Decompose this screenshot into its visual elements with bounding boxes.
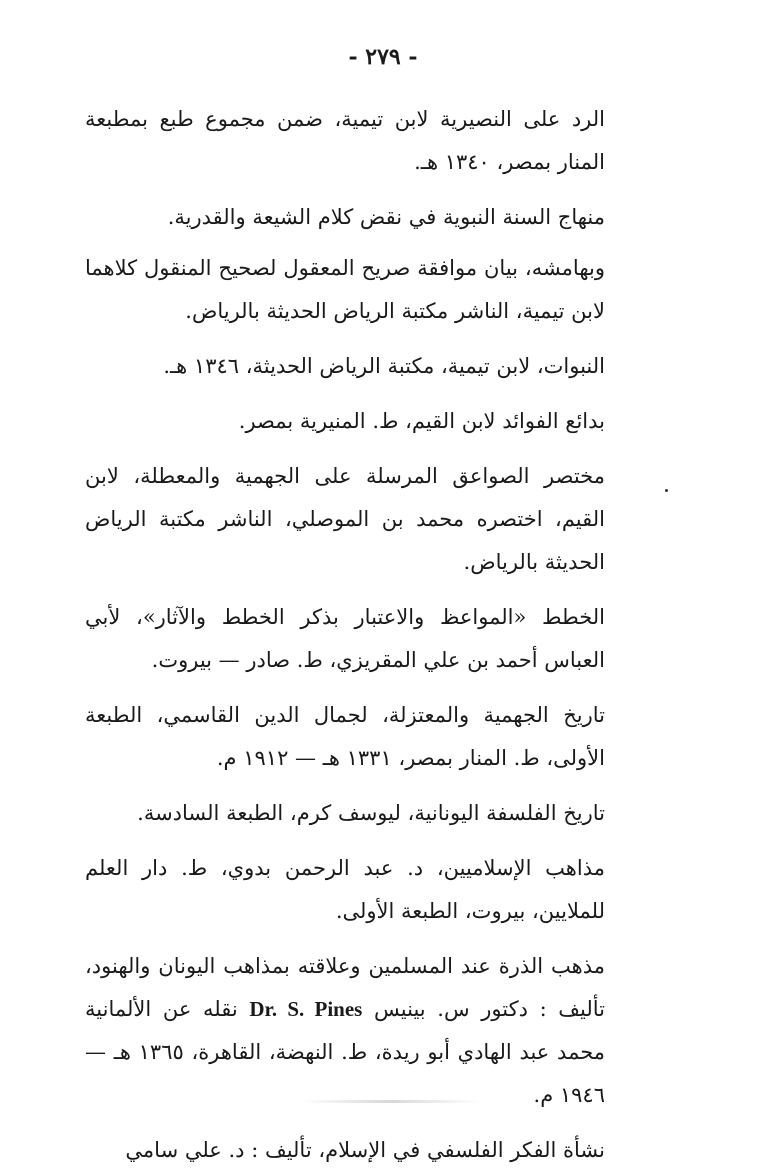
- bibliography-entry: نشأة الفكر الفلسفي في الإسلام، تأليف : د. علي سامي: [125, 1138, 605, 1162]
- bibliography-entry-pines: [85, 945, 605, 1117]
- page-number: - ٢٧٩ -: [348, 44, 418, 70]
- bibliography-list: [85, 98, 605, 1172]
- bibliography-entry: بدائع الفوائد لابن القيم، ط. المنيرية بمصر.: [238, 409, 605, 433]
- bibliography-entry: وبهامشه، بيان موافقة صريح المعقول لصحيح المنقول كلاهما لابن تيمية، الناشر مكتبة الرياض الحديثة بالرياض.: [85, 256, 605, 323]
- bibliography-entry: النبوات، لابن تيمية، مكتبة الرياض الحديثة، ١٣٤٦ هـ.: [163, 354, 605, 378]
- bibliography-entry: تاريخ الجهمية والمعتزلة، لجمال الدين القاسمي، الطبعة الأولى، ط. المنار بمصر، ١٣٣١ هـ — ١٩١٢ م.: [85, 703, 605, 770]
- entry-text-before: مذهب الذرة عند المسلمين وعلاقته بمذاهب اليونان والهنود، تأليف : دكتور س. بينيس: [85, 954, 606, 1021]
- latin-author-name: Dr. S. Pines: [249, 997, 363, 1021]
- bibliography-entry: تاريخ الفلسفة اليونانية، ليوسف كرم، الطبعة السادسة.: [137, 801, 605, 825]
- entry-text-after: نقله عن الألمانية محمد عبد الهادي أبو ريدة، ط. النهضة، القاهرة، ١٣٦٥ هـ — ١٩٤٦ م.: [85, 997, 606, 1107]
- bibliography-entry: الخطط «المواعظ والاعتبار بذكر الخطط والآثار»، لأبي العباس أحمد بن علي المقريزي، ط. صادر — بيروت.: [85, 605, 605, 672]
- ink-speck: [665, 489, 668, 492]
- bibliography-entry: الرد على النصيرية لابن تيمية، ضمن مجموع طبع بمطبعة المنار بمصر، ١٣٤٠ هـ.: [85, 107, 605, 174]
- bibliography-entry: مختصر الصواعق المرسلة على الجهمية والمعطلة، لابن القيم، اختصره محمد بن الموصلي، الناشر مكتبة الرياض الحديثة بالرياض.: [85, 464, 605, 574]
- bibliography-entry: مذاهب الإسلاميين، د. عبد الرحمن بدوي، ط. دار العلم للملايين، بيروت، الطبعة الأولى.: [85, 856, 605, 923]
- bibliography-entry: منهاج السنة النبوية في نقض كلام الشيعة والقدرية.: [167, 205, 605, 229]
